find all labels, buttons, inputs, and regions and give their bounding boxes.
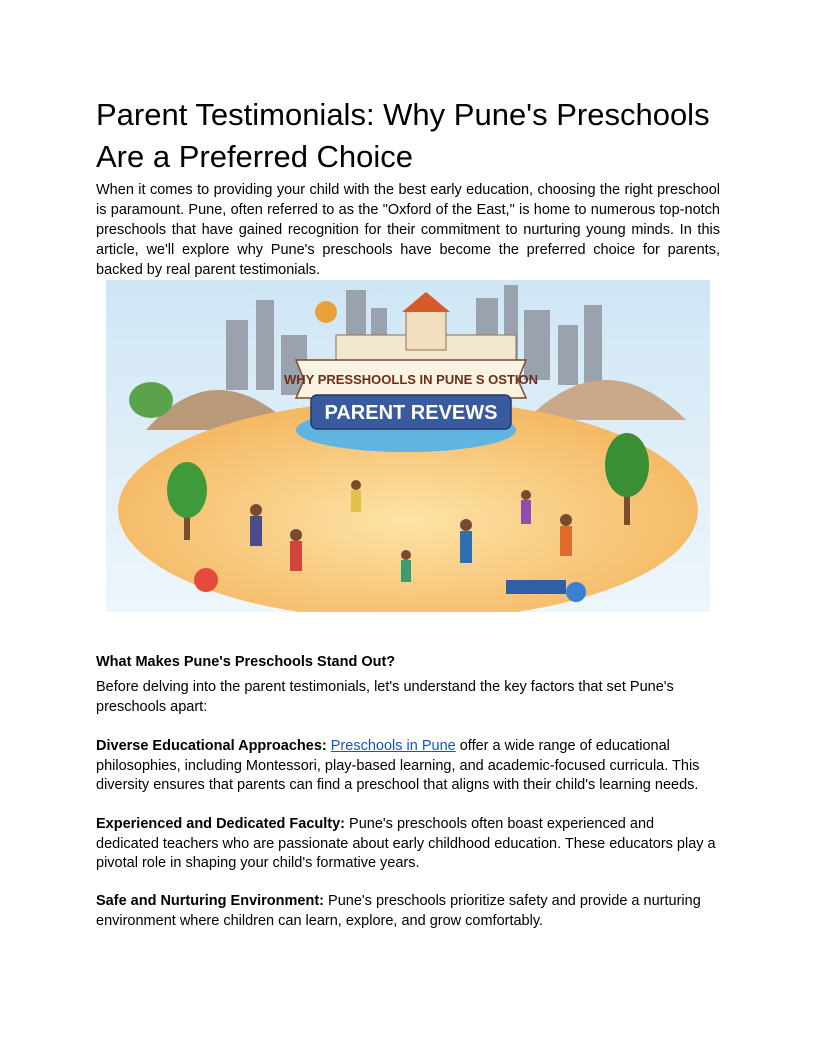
page-title: Parent Testimonials: Why Pune's Preschools Are a Preferred Choice xyxy=(96,97,710,174)
preschools-in-pune-link[interactable]: Preschools in Pune xyxy=(330,738,456,754)
factor-diverse-approaches xyxy=(96,737,720,796)
banner-top-text: WHY PRESSHOOLLS IN PUNE S OSTION xyxy=(283,372,539,387)
factor-label: Diverse Educational Approaches: xyxy=(96,738,327,754)
hero-illustration xyxy=(106,280,710,612)
section-heading: What Makes Pune's Preschools Stand Out? xyxy=(96,654,396,670)
factor-text: offer a wide range of educational philosophies, including Montessori, play-based learning, and academic-focused curricula. This diversity ensures that parents can find a preschool that aligns with their child's learning needs. xyxy=(96,738,700,793)
factor-label: Experienced and Dedicated Faculty: xyxy=(96,816,345,832)
play-mat xyxy=(506,580,566,594)
factor-text: Pune's preschools often boast experienced and dedicated teachers who are passionate about early childhood education. These educators play a pivotal role in shaping your child's formative years. xyxy=(96,816,716,871)
banner-group xyxy=(284,360,538,429)
hot-air-balloon xyxy=(315,301,337,323)
factor-text: Pune's preschools prioritize safety and provide a nurturing environment where children can learn, explore, and grow comfortably. xyxy=(96,893,701,929)
intro-paragraph: When it comes to providing your child with the best early education, choosing the right preschool is paramount. Pune, often referred to as the "Oxford of the East," is home to numerous top-notch preschools that have gained recognition for their commitment to nurturing young minds. In this article, we'll explore why Pune's preschools have become the preferred choice for parents, backed by real parent testimonials. xyxy=(96,182,720,278)
preschool-scene-illustration xyxy=(106,280,710,612)
toy-ball-blue xyxy=(566,582,586,602)
factor-experienced-faculty xyxy=(96,815,720,874)
factor-label: Safe and Nurturing Environment: xyxy=(96,893,324,909)
banner-main-text: PARENT REVEWS xyxy=(324,402,498,424)
toy-ball xyxy=(194,568,218,592)
factor-safe-environment xyxy=(96,892,720,931)
section-lead: Before delving into the parent testimonials, let's understand the key factors that set Pune's preschools apart: xyxy=(96,679,674,715)
